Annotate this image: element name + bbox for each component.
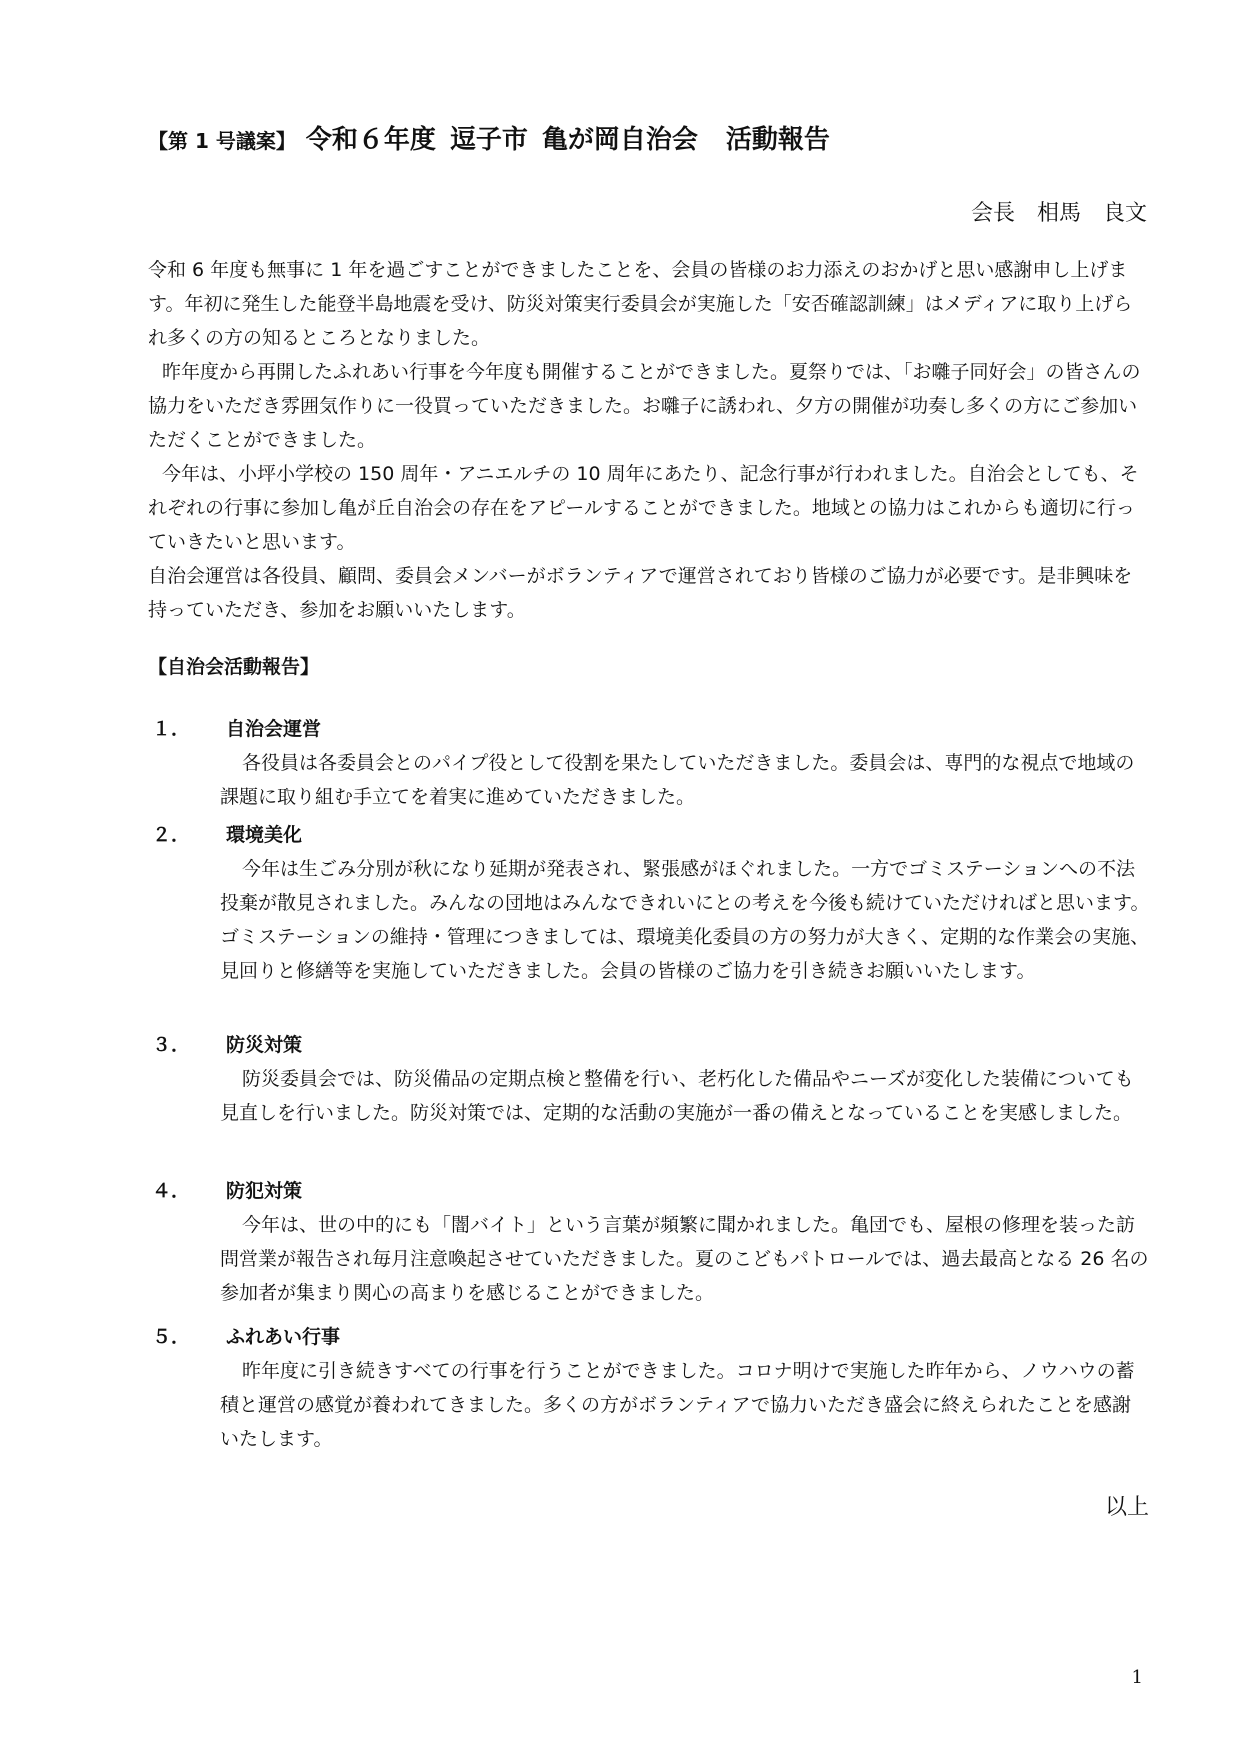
- section-title: 防犯対策: [226, 1180, 303, 1202]
- section-number: ５．: [152, 1326, 191, 1348]
- section-paragraph: 昨年度に引き続きすべての行事を行うことができました。コロナ明けで実施した昨年から、ノウハウの蓄積と運営の感覚が養われてきました。多くの方がボランティアで協力いただき盛会に終えられたことを感謝いたします。: [220, 1360, 1135, 1450]
- section-body: [220, 852, 1150, 988]
- title-year: 令和６年度: [305, 125, 436, 155]
- section-body: [220, 746, 1150, 814]
- section-header: [148, 1320, 1148, 1354]
- section-disaster-prevention: [148, 1028, 1148, 1130]
- section-paragraph: ゴミステーションの維持・管理につきましては、環境美化委員の方の努力が大きく、定期的な作業会の実施、見回りと修繕等を実施していただきました。会員の皆様のご協力を引き続きお願いいたします。: [220, 926, 1150, 982]
- section-number: ４．: [152, 1180, 191, 1202]
- section-header: [148, 818, 1148, 852]
- section-header: [148, 1028, 1148, 1062]
- section-number: ２．: [152, 824, 191, 846]
- author-line: 会長 相馬 良文: [970, 201, 1147, 226]
- intro-paragraph: 昨年度から再開したふれあい行事を今年度も開催することができました。夏祭りでは、「お囃子同好会」の皆さんの協力をいただき雰囲気作りに一役買っていただきました。お囃子に誘われ、夕方の開催が功奏し多くの方にご参加いただくことができました。: [148, 361, 1141, 451]
- page-number: 1: [1131, 1667, 1143, 1688]
- section-header: [148, 712, 1148, 746]
- section-number: １．: [152, 718, 191, 740]
- title-association: 亀が岡自治会: [541, 125, 698, 155]
- section-title: ふれあい行事: [226, 1326, 341, 1348]
- section-title: 環境美化: [226, 824, 303, 846]
- intro-paragraph: 令和 6 年度も無事に 1 年を過ごすことができましたことを、会員の皆様のお力添えのおかげと思い感謝申し上げます。年初に発生した能登半島地震を受け、防災対策実行委員会が実施した「安否確認訓練」はメディアに取り上げられ多くの方の知るところとなりました。: [148, 259, 1133, 349]
- document-title: [148, 122, 1148, 159]
- section-header: [148, 1174, 1148, 1208]
- section-environment: [148, 818, 1148, 988]
- intro-paragraph: 今年は、小坪小学校の 150 周年・アニエルチの 10 周年にあたり、記念行事が行われました。自治会としても、それぞれの行事に参加し亀が丘自治会の存在をアピールすることができました。地域との協力はこれからも適切に行っていきたいと思います。: [148, 463, 1139, 553]
- title-report: 活動報告: [725, 125, 830, 155]
- section-management: [148, 712, 1148, 814]
- section-body: [220, 1208, 1150, 1310]
- intro-paragraph: 自治会運営は各役員、顧問、委員会メンバーがボランティアで運営されており皆様のご協力が必要です。是非興味を持っていただき、参加をお願いいたします。: [148, 565, 1133, 621]
- title-city: 逗子市: [449, 125, 528, 155]
- section-crime-prevention: [148, 1174, 1148, 1310]
- section-paragraph: 今年は、世の中的にも「闇バイト」という言葉が頻繁に聞かれました。亀団でも、屋根の修理を装った訪問営業が報告され毎月注意喚起させていただきました。夏のこどもパトロールでは、過去最高となる 26 名の参加者が集まり関心の高まりを感じることができました。: [220, 1214, 1149, 1304]
- section-title: 防災対策: [226, 1034, 303, 1056]
- section-body: [220, 1062, 1150, 1130]
- section-paragraph: 今年は生ごみ分別が秋になり延期が発表され、緊張感がほぐれました。一方でゴミステーションへの不法投棄が散見されました。みんなの団地はみんなできれいにとの考えを今後も続けていただければと思います。: [220, 858, 1150, 914]
- agenda-badge: 【第 1 号議案】: [148, 129, 296, 153]
- section-paragraph: 防災委員会では、防災備品の定期点検と整備を行い、老朽化した備品やニーズが変化した装備についても見直しを行いました。防災対策では、定期的な活動の実施が一番の備えとなっていることを実感しました。: [220, 1068, 1134, 1124]
- section-community-events: [148, 1320, 1148, 1456]
- section-paragraph: 各役員は各委員会とのパイプ役として役割を果たしていただきました。委員会は、専門的な視点で地域の課題に取り組む手立てを着実に進めていただきました。: [220, 752, 1135, 808]
- report-heading: 【自治会活動報告】: [148, 656, 320, 678]
- intro-text: [148, 253, 1148, 627]
- section-number: ３．: [152, 1034, 191, 1056]
- section-body: [220, 1354, 1150, 1456]
- section-title: 自治会運営: [226, 718, 322, 740]
- closing-mark: 以上: [1104, 1495, 1149, 1520]
